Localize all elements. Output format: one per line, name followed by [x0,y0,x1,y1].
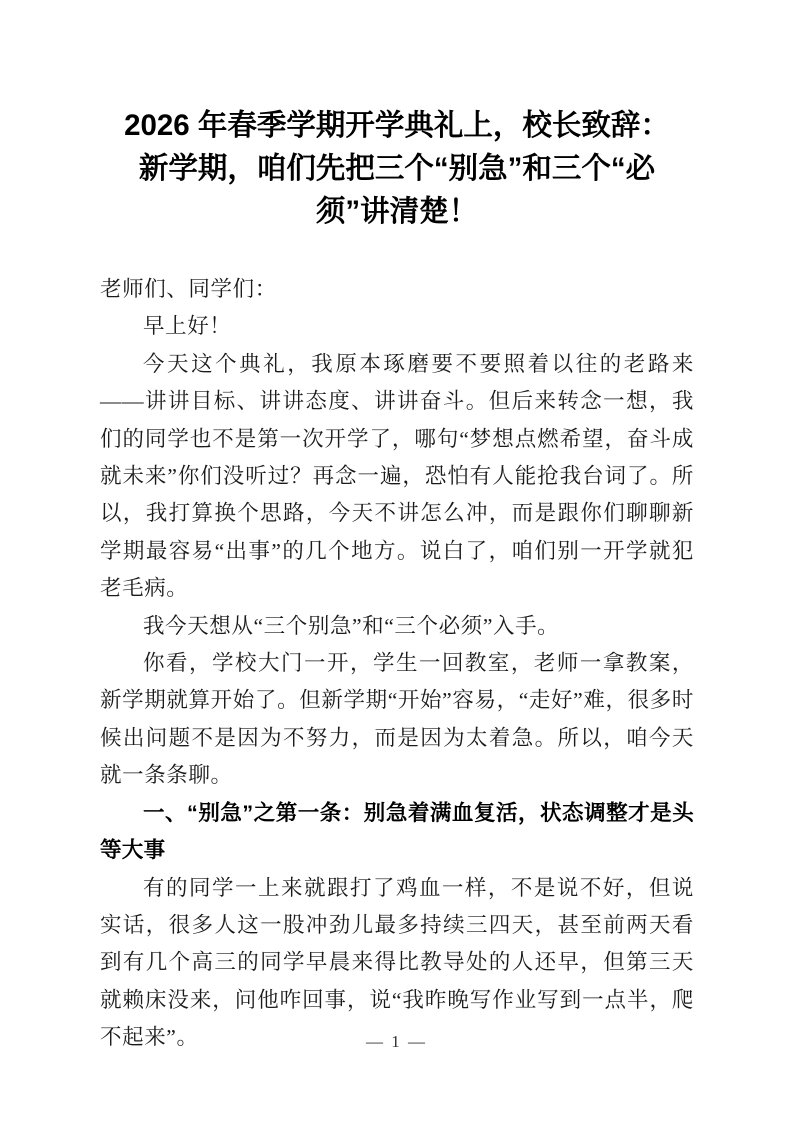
title-line-3: 须”讲清楚！ [315,195,479,228]
page-content [100,104,694,1057]
paragraph-opening: 今天这个典礼，我原本琢磨要不要照着以往的老路来——讲讲目标、讲讲态度、讲讲奋斗。但后来转念一想，我们的同学也不是第一次开学了，哪句“梦想点燃希望，奋斗成就未来”你们没听过？再念一遍，恐怕有人能抢我台词了。所以，我打算换个思路，今天不讲怎么冲，而是跟你们聊聊新学期最容易“出事”的几个地方。说白了，咱们别一开学就犯老毛病。 [100,351,694,601]
title-body-spacer [100,233,694,271]
title-line-1: 2026 年春季学期开学典礼上，校长致辞： [124,109,670,142]
section-heading-1: 一、“别急”之第一条：别急着满血复活，状态调整才是头等大事 [100,800,694,863]
page-title [100,104,694,233]
page-number-footer: — 1 — [366,1032,427,1051]
paragraph-context: 你看，学校大门一开，学生一回教室，老师一拿教案，新学期就算开始了。但新学期“开始”容易，“走好”难，很多时候出问题不是因为不努力，而是因为太着急。所以，咱今天就一条条聊。 [100,651,694,788]
paragraph-salutation: 老师们、同学们： [100,277,277,301]
title-line-2: 新学期，咱们先把三个“别急”和三个“必 [138,152,656,185]
paragraph-section-1-body: 有的同学一上来就跟打了鸡血一样，不是说不好，但说实话，很多人这一股冲劲儿最多持续三四天，甚至前两天看到有几个高三的同学早晨来得比教导处的人还早，但第三天就赖床没来，问他咋回事，说“我昨晚写作业写到一点半，爬不起来”。 [100,875,694,1050]
paragraph-greeting: 早上好！ [143,314,232,339]
paragraph-thesis: 我今天想从“三个别急”和“三个必须”入手。 [143,613,560,638]
